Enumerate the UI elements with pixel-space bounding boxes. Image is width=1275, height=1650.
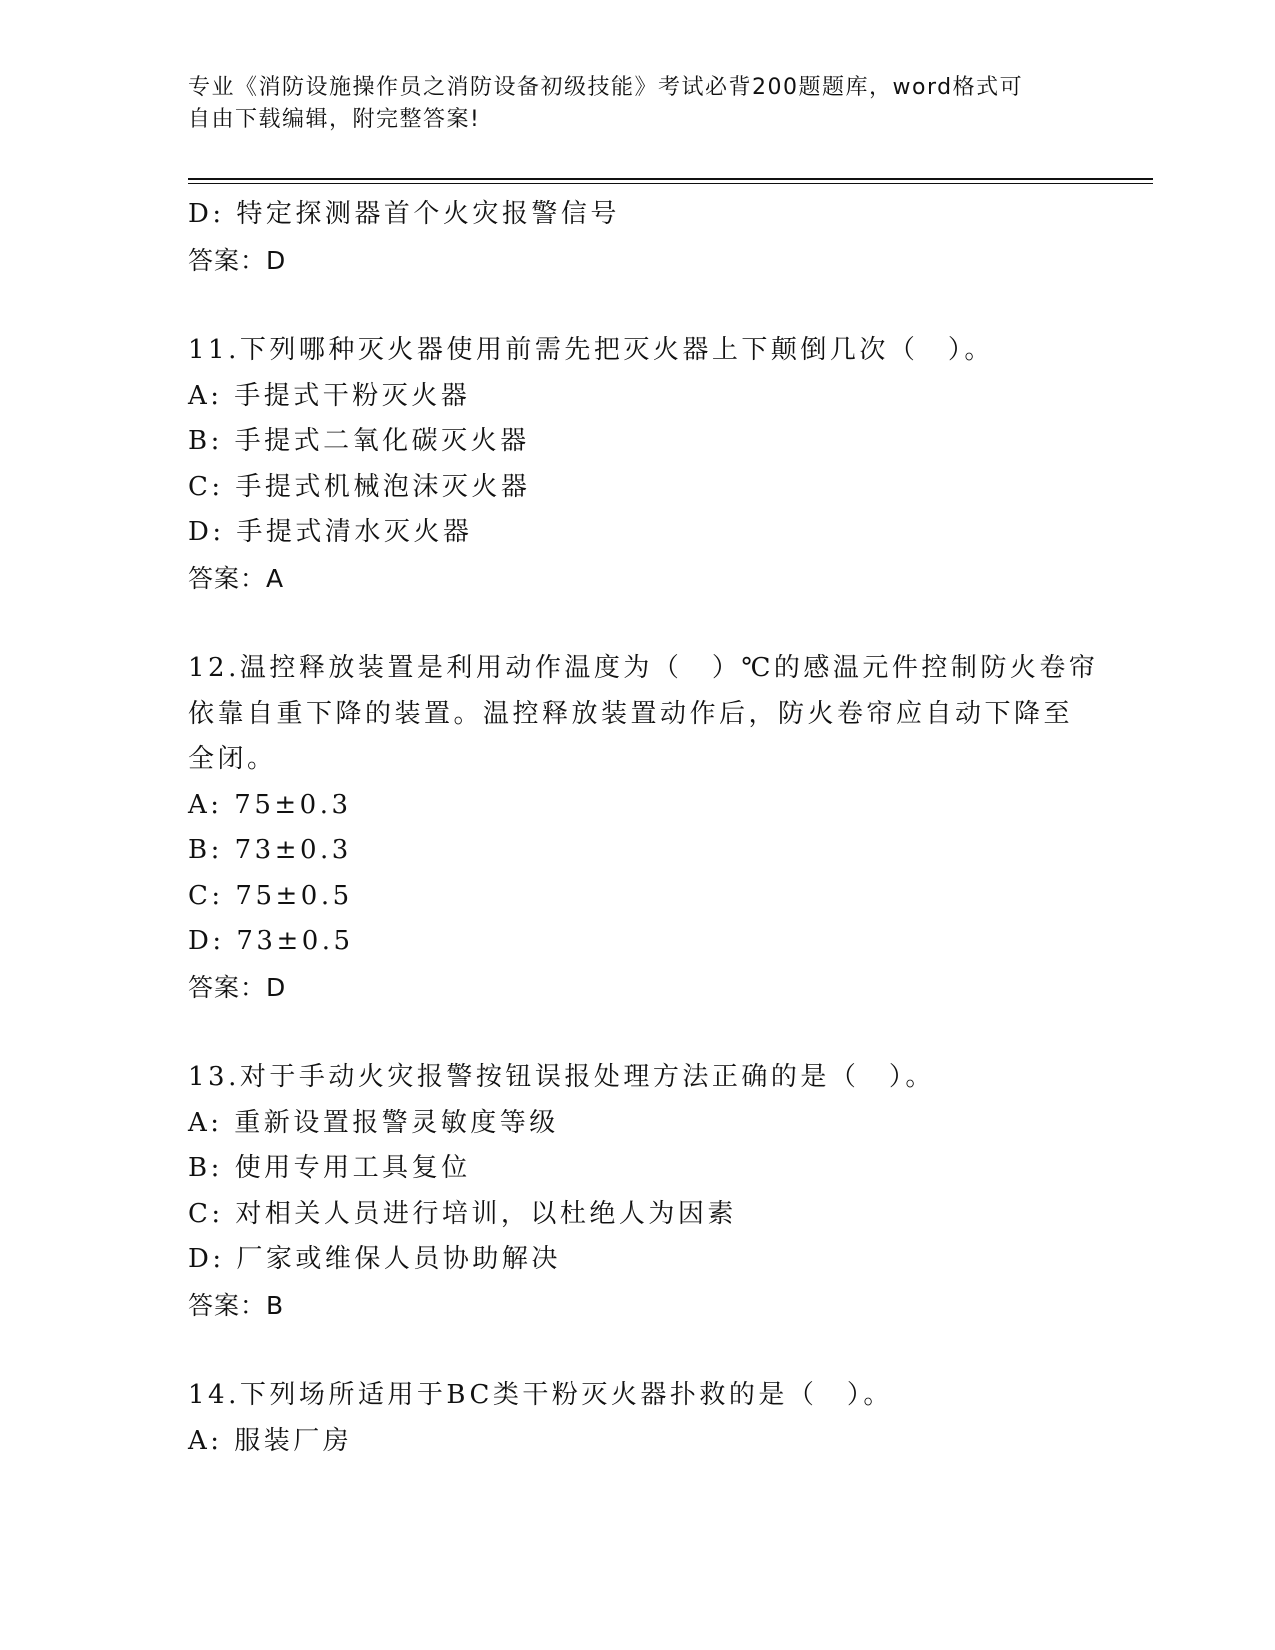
option-a: A: 75±0.3 bbox=[188, 789, 352, 820]
question-stem: 11.下列哪种灭火器使用前需先把灭火器上下颠倒几次（ ）。 bbox=[188, 335, 994, 365]
answer: 答案：A bbox=[188, 563, 285, 593]
spacer bbox=[188, 283, 1088, 328]
option-d: D: 手提式清水灭火器 bbox=[188, 517, 473, 547]
spacer bbox=[188, 1010, 1088, 1055]
question-11 bbox=[188, 328, 1088, 601]
question-list bbox=[188, 192, 1099, 1464]
option-c: C: 对相关人员进行培训，以杜绝人为因素 bbox=[188, 1198, 737, 1229]
question-stem-line-3: 全闭。 bbox=[188, 744, 277, 774]
option-d: D: 73±0.5 bbox=[188, 926, 354, 956]
question-14 bbox=[188, 1373, 1088, 1464]
option-d: D: 厂家或维保人员协助解决 bbox=[188, 1244, 561, 1274]
previous-question-tail bbox=[188, 192, 1088, 283]
option-b: B: 手提式二氧化碳灭火器 bbox=[188, 426, 530, 456]
question-stem: 14.下列场所适用于BC类干粉灭火器扑救的是（ ）。 bbox=[188, 1380, 893, 1410]
header-rule-thin bbox=[188, 183, 1153, 184]
spacer bbox=[188, 1328, 1088, 1373]
option-a: A: 手提式干粉灭火器 bbox=[188, 380, 471, 411]
question-stem-line-2: 依靠自重下降的装置。温控释放装置动作后，防火卷帘应自动下降至 bbox=[188, 698, 1074, 729]
header-rule-thick bbox=[188, 178, 1153, 180]
answer: 答案：D bbox=[188, 972, 287, 1002]
option-a: A: 服装厂房 bbox=[188, 1425, 353, 1456]
document-header bbox=[188, 72, 1068, 136]
answer: 答案：D bbox=[188, 245, 287, 275]
question-13 bbox=[188, 1055, 1088, 1328]
question-stem: 13.对于手动火灾报警按钮误报处理方法正确的是（ ）。 bbox=[188, 1062, 935, 1092]
answer: 答案：B bbox=[188, 1290, 285, 1320]
option-b: B: 73±0.3 bbox=[188, 835, 352, 865]
header-line-2: 自由下载编辑，附完整答案! bbox=[188, 107, 481, 132]
option-a: A: 重新设置报警灵敏度等级 bbox=[188, 1107, 559, 1138]
option-c: C: 75±0.5 bbox=[188, 880, 353, 911]
option-d: D: 特定探测器首个火灾报警信号 bbox=[188, 199, 620, 229]
header-line-1: 专业《消防设施操作员之消防设备初级技能》考试必背200题题库，word格式可 bbox=[188, 75, 1024, 100]
question-12 bbox=[188, 646, 1099, 1010]
question-stem-line-1: 12.温控释放装置是利用动作温度为（ ）℃的感温元件控制防火卷帘 bbox=[188, 653, 1099, 683]
option-b: B: 使用专用工具复位 bbox=[188, 1153, 471, 1183]
spacer bbox=[188, 601, 1088, 646]
option-c: C: 手提式机械泡沫灭火器 bbox=[188, 471, 531, 502]
